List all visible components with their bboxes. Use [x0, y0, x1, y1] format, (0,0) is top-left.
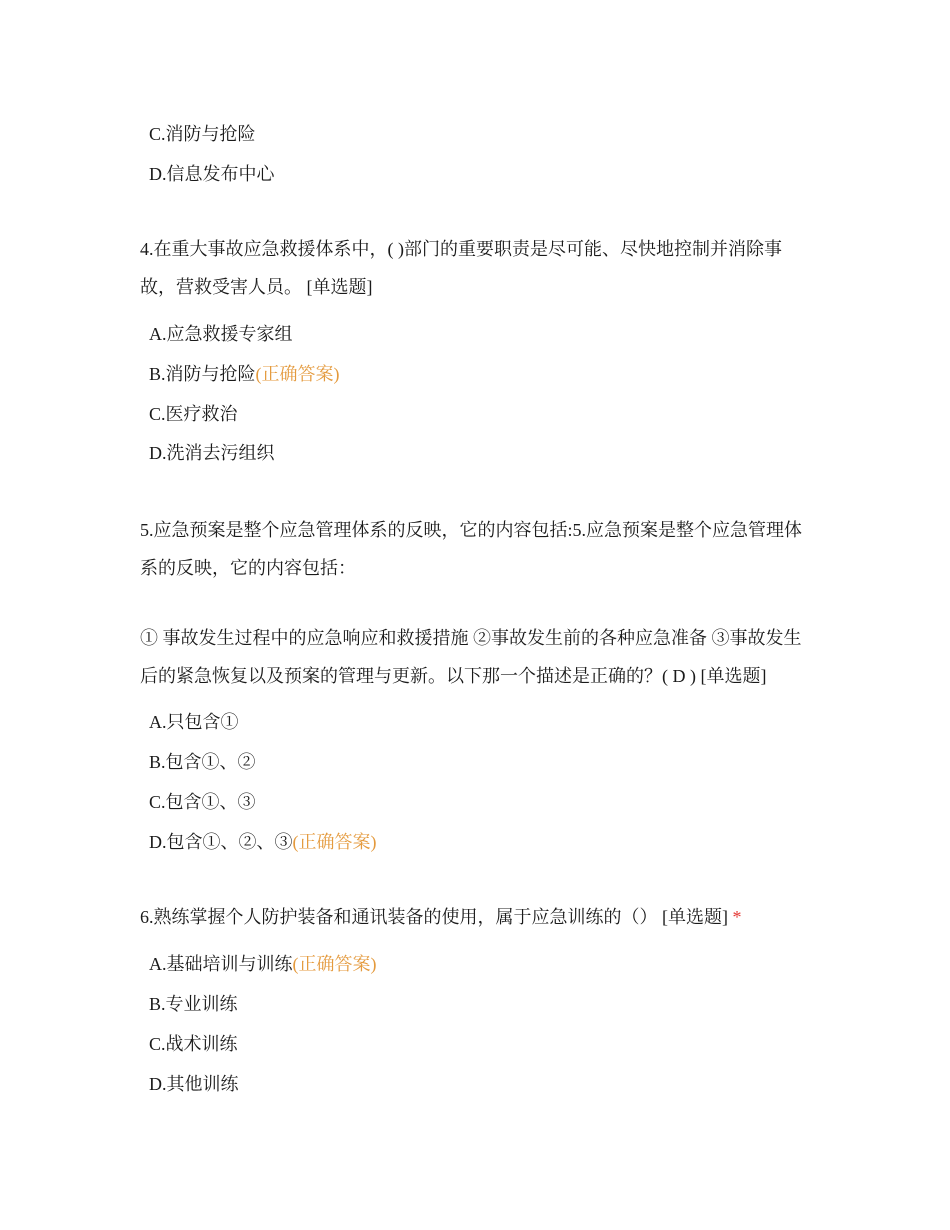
question-6-text	[140, 898, 812, 936]
option-label: D.信息发布中心	[149, 164, 275, 184]
option-label: B.专业训练	[149, 994, 238, 1014]
option-label: A.应急救援专家组	[149, 324, 293, 344]
option-label: D.包含①、②、③	[149, 832, 293, 852]
option-label: C.包含①、③	[149, 792, 256, 812]
option-label: C.消防与抢险	[149, 124, 256, 144]
option-label: B.包含①、②	[149, 752, 256, 772]
q6-option-a	[149, 952, 377, 976]
q5-option-b	[149, 750, 256, 774]
correct-answer-tag: (正确答案)	[292, 954, 377, 974]
question-5-text: 5.应急预案是整个应急管理体系的反映，它的内容包括:5.应急预案是整个应急管理体系的反映，它的内容包括：	[140, 520, 802, 578]
option-label: C.战术训练	[149, 1034, 238, 1054]
q5-option-c	[149, 790, 256, 814]
q5-option-d	[149, 830, 377, 854]
q6-option-b	[149, 992, 238, 1016]
correct-answer-tag: (正确答案)	[292, 832, 377, 852]
q5-option-a	[149, 710, 239, 734]
question-6-label: 6.熟练掌握个人防护装备和通讯装备的使用，属于应急训练的（） [单选题]	[140, 907, 728, 927]
required-marker: *	[732, 907, 742, 927]
option-label: A.基础培训与训练	[149, 954, 293, 974]
option-label: C.医疗救治	[149, 404, 238, 424]
question-4-text: 4.在重大事故应急救援体系中，( )部门的重要职责是尽可能、尽快地控制并消除事故，营救受害人员。 [单选题]	[140, 239, 782, 297]
option-label: D.其他训练	[149, 1074, 239, 1094]
q4-option-d	[149, 441, 275, 465]
option-label: D.洗消去污组织	[149, 443, 275, 463]
q3-option-d	[149, 162, 275, 186]
q6-option-c	[149, 1032, 238, 1056]
q4-option-c	[149, 402, 238, 426]
question-5-statement: ① 事故发生过程中的应急响应和救援措施 ②事故发生前的各种应急准备 ③事故发生后的紧急恢复以及预案的管理与更新。以下那一个描述是正确的？( D ) [单选题]	[140, 628, 802, 686]
q3-option-c	[149, 122, 256, 146]
correct-answer-tag: (正确答案)	[255, 364, 340, 384]
q4-option-b	[149, 362, 340, 386]
q4-option-a	[149, 322, 293, 346]
q6-option-d	[149, 1072, 239, 1096]
option-label: B.消防与抢险	[149, 364, 256, 384]
option-label: A.只包含①	[149, 712, 239, 732]
